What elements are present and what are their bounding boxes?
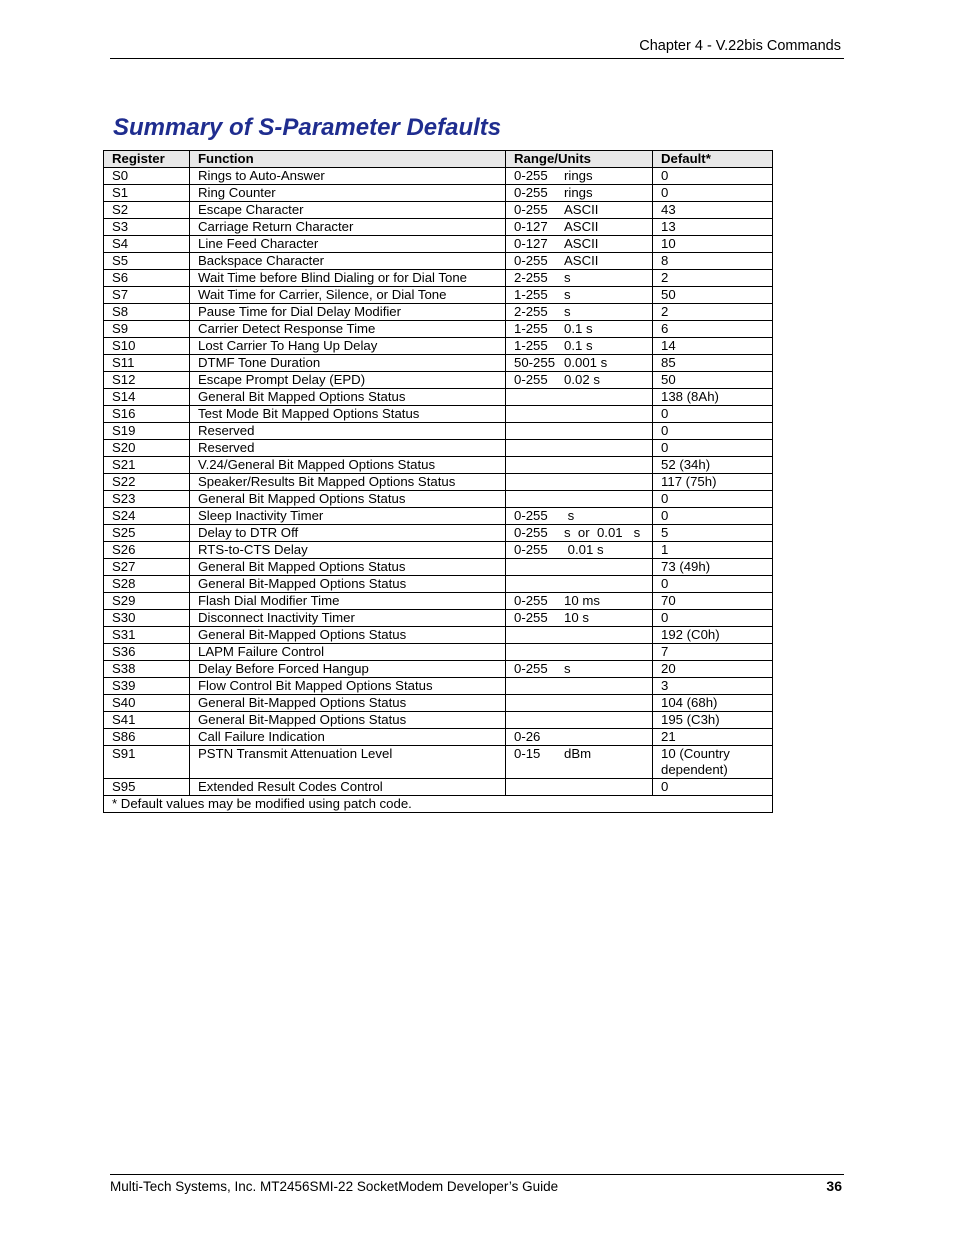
range-units-cell <box>506 202 653 219</box>
default-cell: 13 <box>653 219 773 236</box>
column-header-register: Register <box>104 151 190 168</box>
default-cell: 0 <box>653 406 773 423</box>
range-units-cell <box>506 712 653 729</box>
range-units-cell <box>506 457 653 474</box>
unit-value: ASCII <box>564 253 599 268</box>
range-value: 2-255 <box>514 270 548 285</box>
function-cell: Flash Dial Modifier Time <box>190 593 506 610</box>
range-units-cell <box>506 321 653 338</box>
range-value: 1-255 <box>514 287 548 302</box>
unit-value: s <box>564 661 571 676</box>
range-units-cell <box>506 729 653 746</box>
table-row <box>104 610 773 627</box>
default-cell: 50 <box>653 287 773 304</box>
register-cell: S0 <box>104 168 190 185</box>
function-cell: Rings to Auto-Answer <box>190 168 506 185</box>
default-cell: 0 <box>653 779 773 796</box>
register-cell: S20 <box>104 440 190 457</box>
default-cell: 10 (Country dependent) <box>653 746 773 779</box>
range-value: 0-26 <box>514 729 541 744</box>
function-cell: General Bit-Mapped Options Status <box>190 695 506 712</box>
range-value: 1-255 <box>514 338 548 353</box>
register-cell: S27 <box>104 559 190 576</box>
table-row <box>104 712 773 729</box>
function-cell: Sleep Inactivity Timer <box>190 508 506 525</box>
range-units-cell <box>506 406 653 423</box>
table-row <box>104 559 773 576</box>
range-units-cell <box>506 593 653 610</box>
register-cell: S19 <box>104 423 190 440</box>
range-units-cell <box>506 610 653 627</box>
function-cell: DTMF Tone Duration <box>190 355 506 372</box>
range-units-cell <box>506 253 653 270</box>
default-cell: 70 <box>653 593 773 610</box>
range-units-cell <box>506 525 653 542</box>
range-value: 2-255 <box>514 304 548 319</box>
table-row <box>104 219 773 236</box>
range-units-cell <box>506 627 653 644</box>
column-header-function: Function <box>190 151 506 168</box>
unit-value: s <box>564 508 575 523</box>
function-cell: General Bit-Mapped Options Status <box>190 712 506 729</box>
register-cell: S8 <box>104 304 190 321</box>
range-value: 0-127 <box>514 219 548 234</box>
register-cell: S11 <box>104 355 190 372</box>
range-units-cell <box>506 168 653 185</box>
table-footnote: * Default values may be modified using patch code. <box>104 796 773 813</box>
range-units-cell <box>506 559 653 576</box>
register-cell: S91 <box>104 746 190 779</box>
function-cell: Lost Carrier To Hang Up Delay <box>190 338 506 355</box>
table-row <box>104 406 773 423</box>
register-cell: S39 <box>104 678 190 695</box>
unit-value: 0.1 s <box>564 338 593 353</box>
register-cell: S7 <box>104 287 190 304</box>
table-row <box>104 185 773 202</box>
register-cell: S95 <box>104 779 190 796</box>
range-value: 0-255 <box>514 372 548 387</box>
unit-value: rings <box>564 168 593 183</box>
range-units-cell <box>506 440 653 457</box>
function-cell: Reserved <box>190 440 506 457</box>
range-units-cell <box>506 779 653 796</box>
range-units-cell <box>506 661 653 678</box>
table-row <box>104 389 773 406</box>
range-units-cell <box>506 389 653 406</box>
table-row <box>104 253 773 270</box>
register-cell: S28 <box>104 576 190 593</box>
register-cell: S2 <box>104 202 190 219</box>
table-row <box>104 202 773 219</box>
default-cell: 85 <box>653 355 773 372</box>
register-cell: S30 <box>104 610 190 627</box>
function-cell: Escape Character <box>190 202 506 219</box>
range-value: 0-255 <box>514 593 548 608</box>
table-row <box>104 593 773 610</box>
range-units-cell <box>506 695 653 712</box>
table-row <box>104 287 773 304</box>
table-row <box>104 695 773 712</box>
function-cell: Ring Counter <box>190 185 506 202</box>
register-cell: S26 <box>104 542 190 559</box>
range-value: 0-255 <box>514 661 548 676</box>
chapter-header: Chapter 4 - V.22bis Commands <box>639 38 841 54</box>
range-units-cell <box>506 219 653 236</box>
table-row <box>104 508 773 525</box>
table-row <box>104 661 773 678</box>
range-value: 0-15 <box>514 746 541 761</box>
range-value: 0-255 <box>514 542 548 557</box>
register-cell: S40 <box>104 695 190 712</box>
page-title: Summary of S-Parameter Defaults <box>113 114 502 141</box>
range-units-cell <box>506 542 653 559</box>
default-cell: 10 <box>653 236 773 253</box>
table-row <box>104 338 773 355</box>
register-cell: S5 <box>104 253 190 270</box>
function-cell: Reserved <box>190 423 506 440</box>
default-cell: 0 <box>653 185 773 202</box>
default-cell: 2 <box>653 304 773 321</box>
register-cell: S23 <box>104 491 190 508</box>
default-cell: 104 (68h) <box>653 695 773 712</box>
function-cell: Extended Result Codes Control <box>190 779 506 796</box>
function-cell: Backspace Character <box>190 253 506 270</box>
range-value: 0-255 <box>514 610 548 625</box>
table-row <box>104 542 773 559</box>
range-units-cell <box>506 185 653 202</box>
function-cell: Carriage Return Character <box>190 219 506 236</box>
range-units-cell <box>506 372 653 389</box>
function-cell: V.24/General Bit Mapped Options Status <box>190 457 506 474</box>
function-cell: Pause Time for Dial Delay Modifier <box>190 304 506 321</box>
unit-value: 0.1 s <box>564 321 593 336</box>
default-cell: 0 <box>653 576 773 593</box>
default-cell: 8 <box>653 253 773 270</box>
default-cell: 7 <box>653 644 773 661</box>
unit-value: 0.02 s <box>564 372 600 387</box>
range-units-cell <box>506 304 653 321</box>
table-row <box>104 168 773 185</box>
function-cell: General Bit Mapped Options Status <box>190 491 506 508</box>
unit-value: rings <box>564 185 593 200</box>
unit-value: ASCII <box>564 219 599 234</box>
range-value: 0-127 <box>514 236 548 251</box>
range-units-cell <box>506 644 653 661</box>
register-cell: S6 <box>104 270 190 287</box>
function-cell: Call Failure Indication <box>190 729 506 746</box>
table-row <box>104 440 773 457</box>
register-cell: S22 <box>104 474 190 491</box>
table-row <box>104 779 773 796</box>
range-units-cell <box>506 508 653 525</box>
range-units-cell <box>506 491 653 508</box>
register-cell: S24 <box>104 508 190 525</box>
table-row <box>104 746 773 779</box>
unit-value: 10 ms <box>564 593 600 608</box>
function-cell: Speaker/Results Bit Mapped Options Status <box>190 474 506 491</box>
default-cell: 3 <box>653 678 773 695</box>
page-number: 36 <box>826 1178 842 1194</box>
register-cell: S29 <box>104 593 190 610</box>
range-units-cell <box>506 338 653 355</box>
default-cell: 14 <box>653 338 773 355</box>
unit-value: s or 0.01 s <box>564 525 641 540</box>
unit-value: dBm <box>564 746 592 761</box>
table-row <box>104 423 773 440</box>
range-units-cell <box>506 474 653 491</box>
default-cell: 138 (8Ah) <box>653 389 773 406</box>
table-row <box>104 321 773 338</box>
table-row <box>104 304 773 321</box>
function-cell: Wait Time before Blind Dialing or for Dial Tone <box>190 270 506 287</box>
register-cell: S41 <box>104 712 190 729</box>
function-cell: Delay to DTR Off <box>190 525 506 542</box>
footer-divider <box>110 1174 844 1175</box>
column-header-default: Default* <box>653 151 773 168</box>
unit-value: s <box>564 304 571 319</box>
register-cell: S21 <box>104 457 190 474</box>
register-cell: S14 <box>104 389 190 406</box>
table-row <box>104 627 773 644</box>
register-cell: S9 <box>104 321 190 338</box>
header-divider <box>110 58 844 59</box>
function-cell: Test Mode Bit Mapped Options Status <box>190 406 506 423</box>
default-cell: 0 <box>653 610 773 627</box>
function-cell: General Bit Mapped Options Status <box>190 389 506 406</box>
default-cell: 52 (34h) <box>653 457 773 474</box>
register-cell: S25 <box>104 525 190 542</box>
default-cell: 6 <box>653 321 773 338</box>
function-cell: Line Feed Character <box>190 236 506 253</box>
register-cell: S86 <box>104 729 190 746</box>
unit-value: ASCII <box>564 236 599 251</box>
default-cell: 0 <box>653 440 773 457</box>
register-cell: S4 <box>104 236 190 253</box>
function-cell: Escape Prompt Delay (EPD) <box>190 372 506 389</box>
range-value: 0-255 <box>514 185 548 200</box>
range-units-cell <box>506 270 653 287</box>
function-cell: PSTN Transmit Attenuation Level <box>190 746 506 779</box>
register-cell: S10 <box>104 338 190 355</box>
column-header-range-units: Range/Units <box>506 151 653 168</box>
table-row <box>104 525 773 542</box>
range-value: 0-255 <box>514 253 548 268</box>
default-cell: 21 <box>653 729 773 746</box>
default-cell: 50 <box>653 372 773 389</box>
range-units-cell <box>506 355 653 372</box>
default-cell: 1 <box>653 542 773 559</box>
default-cell: 5 <box>653 525 773 542</box>
default-cell: 192 (C0h) <box>653 627 773 644</box>
function-cell: Disconnect Inactivity Timer <box>190 610 506 627</box>
register-cell: S36 <box>104 644 190 661</box>
table-row <box>104 678 773 695</box>
table-row <box>104 491 773 508</box>
range-units-cell <box>506 423 653 440</box>
function-cell: Wait Time for Carrier, Silence, or Dial Tone <box>190 287 506 304</box>
range-units-cell <box>506 678 653 695</box>
range-units-cell <box>506 576 653 593</box>
table-row <box>104 236 773 253</box>
footnote-row <box>104 796 773 813</box>
register-cell: S1 <box>104 185 190 202</box>
unit-value: 0.001 s <box>564 355 608 370</box>
unit-value: s <box>564 270 571 285</box>
function-cell: General Bit-Mapped Options Status <box>190 576 506 593</box>
default-cell: 43 <box>653 202 773 219</box>
function-cell: General Bit-Mapped Options Status <box>190 627 506 644</box>
default-cell: 0 <box>653 508 773 525</box>
register-cell: S16 <box>104 406 190 423</box>
range-value: 50-255 <box>514 355 556 370</box>
function-cell: Flow Control Bit Mapped Options Status <box>190 678 506 695</box>
unit-value: s <box>564 287 571 302</box>
range-units-cell <box>506 746 653 779</box>
range-value: 0-255 <box>514 202 548 217</box>
table-row <box>104 372 773 389</box>
unit-value: 0.01 s <box>564 542 604 557</box>
function-cell: Carrier Detect Response Time <box>190 321 506 338</box>
range-value: 0-255 <box>514 168 548 183</box>
register-cell: S38 <box>104 661 190 678</box>
unit-value: 10 s <box>564 610 589 625</box>
range-units-cell <box>506 287 653 304</box>
range-value: 0-255 <box>514 508 548 523</box>
table-row <box>104 576 773 593</box>
function-cell: RTS-to-CTS Delay <box>190 542 506 559</box>
table-header-row <box>104 151 773 168</box>
function-cell: General Bit Mapped Options Status <box>190 559 506 576</box>
default-cell: 73 (49h) <box>653 559 773 576</box>
function-cell: LAPM Failure Control <box>190 644 506 661</box>
default-cell: 0 <box>653 168 773 185</box>
register-cell: S3 <box>104 219 190 236</box>
register-cell: S12 <box>104 372 190 389</box>
range-units-cell <box>506 236 653 253</box>
default-cell: 0 <box>653 491 773 508</box>
table-body <box>104 168 773 796</box>
function-cell: Delay Before Forced Hangup <box>190 661 506 678</box>
default-cell: 117 (75h) <box>653 474 773 491</box>
table-row <box>104 355 773 372</box>
unit-value: ASCII <box>564 202 599 217</box>
default-cell: 195 (C3h) <box>653 712 773 729</box>
register-cell: S31 <box>104 627 190 644</box>
table-row <box>104 457 773 474</box>
table-row <box>104 729 773 746</box>
table-row <box>104 270 773 287</box>
range-value: 1-255 <box>514 321 548 336</box>
default-cell: 20 <box>653 661 773 678</box>
table-row <box>104 474 773 491</box>
s-parameter-table <box>103 150 773 813</box>
table-row <box>104 644 773 661</box>
default-cell: 2 <box>653 270 773 287</box>
footer-publication: Multi-Tech Systems, Inc. MT2456SMI-22 SocketModem Developer’s Guide <box>110 1179 559 1194</box>
default-cell: 0 <box>653 423 773 440</box>
range-value: 0-255 <box>514 525 548 540</box>
